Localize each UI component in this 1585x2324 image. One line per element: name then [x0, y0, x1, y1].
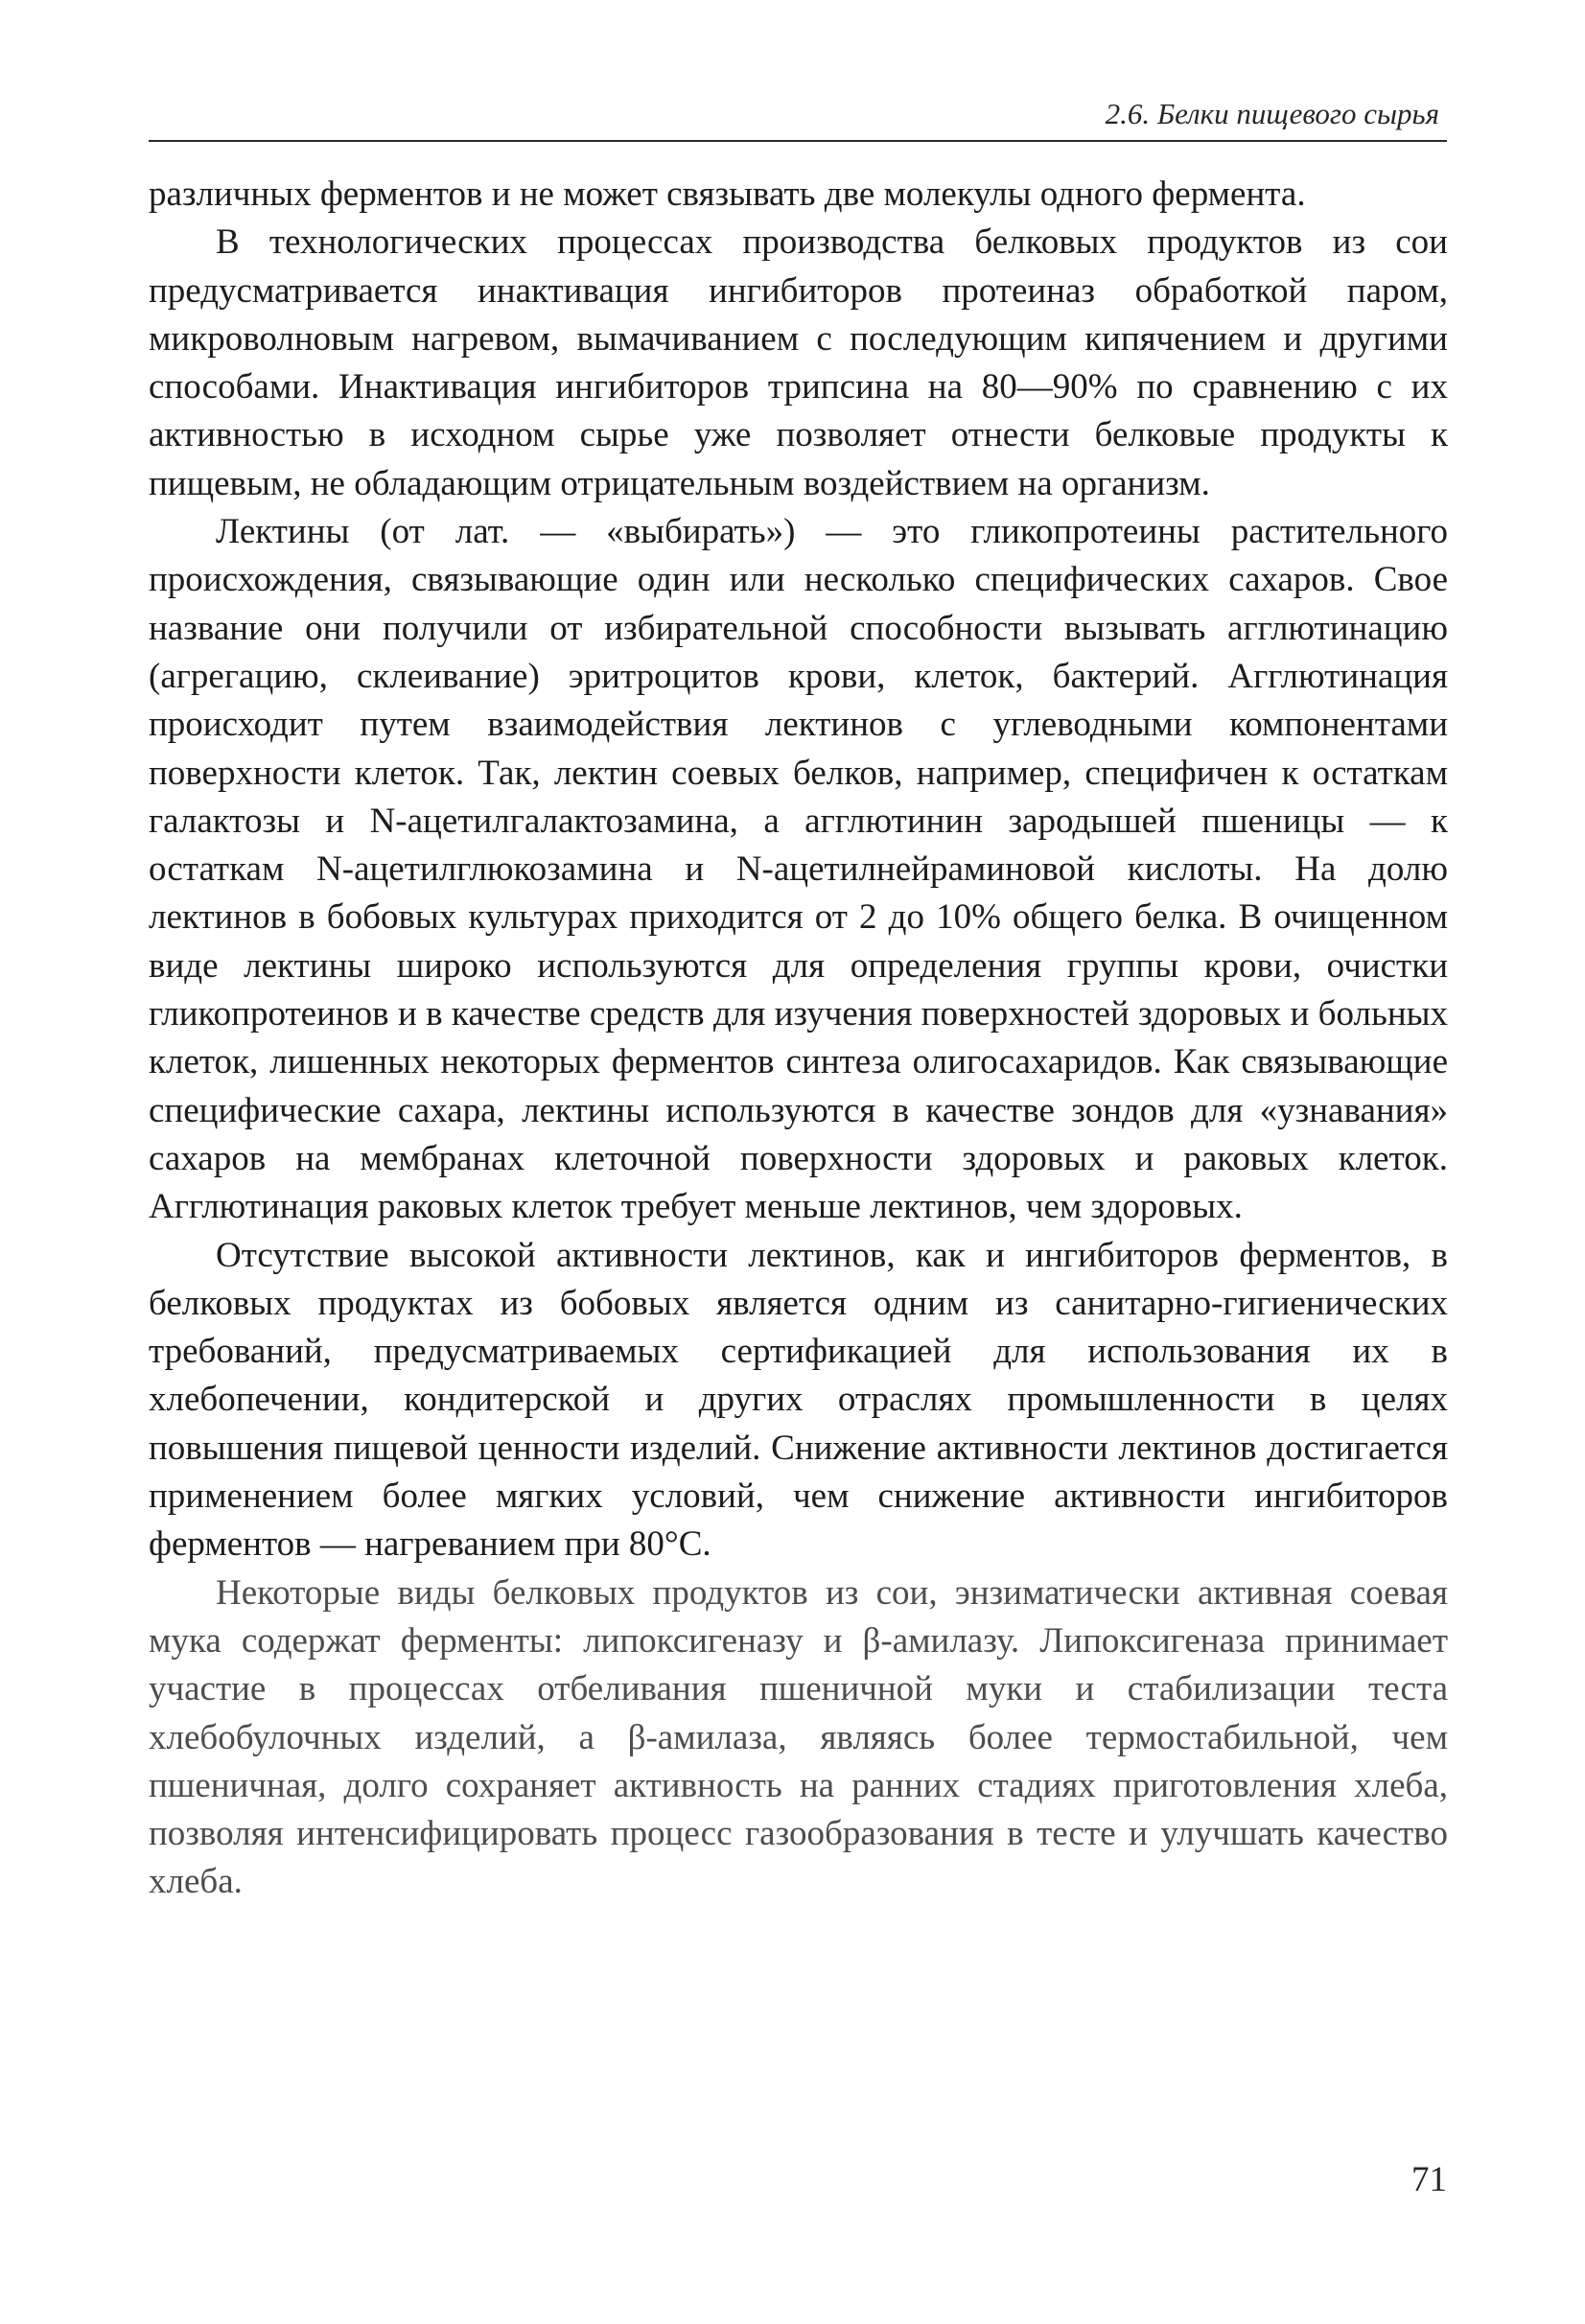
paragraph-enzymes: Некоторые виды белковых продуктов из сои, энзиматически активная соевая мука содержат ферменты: липоксигеназу и β-амилазу. Липоксигеназа принимает участие в процессах отбеливания пшеничной муки и стабилизации теста хлебобулочных изделий, а β-амилаза, являясь более термостабильной, чем пшеничная, долго сохраняет активность на ранних стадиях приготовления хлеба, позволяя интенсифицировать процесс газообразования в тесте и улучшать качество хлеба. — [149, 1572, 1448, 1902]
paragraph-continuation: различных ферментов и не может связывать две молекулы одного фермента. — [149, 174, 1306, 214]
running-head-title: 2.6. Белки пищевого сырья — [1105, 97, 1439, 130]
paragraph-inactivation: В технологических процессах производства белковых продуктов из сои предусматривается инактивация ингибиторов протеиназ обработкой паром, микроволновым нагревом, вымачиванием с последующим кипячением и другими способами. Инактивация ингибиторов трипсина на 80—90% по сравнению с их активностью в исходном сырье уже позволяет отнести белковые продукты к пищевым, не обладающим отрицательным воздействием на организм. — [149, 222, 1448, 503]
running-head — [149, 94, 1447, 142]
body-text — [149, 171, 1448, 1907]
paragraph-lectins: Лектины (от лат. — «выбирать») — это гликопротеины растительного происхождения, связывающие один или несколько специфических сахаров. Свое название они получили от избирательной способности вызывать агглютинацию (агрегацию, склеивание) эритроцитов крови, клеток, бактерий. Агглютинация происходит путем взаимодействия лектинов с углеводными компонентами поверхности клеток. Так, лектин соевых белков, например, специфичен к остаткам галактозы и N-ацетилгалактозамина, а агглютинин зародышей пшеницы — к остаткам N-ацетилглюкозамина и N-ацетилнейраминовой кислоты. На долю лектинов в бобовых культурах приходится от 2 до 10% общего белка. В очищенном виде лектины широко используются для определения группы крови, очистки гликопротеинов и в качестве средств для изучения поверхностей здоровых и больных клеток, лишенных некоторых ферментов синтеза олигосахаридов. Как связывающие специфические сахара, лектины используются в качестве зондов для «узнавания» сахаров на мембранах клеточной поверхности здоровых и раковых клеток. Агглютинация раковых клеток требует меньше лектинов, чем здоровых. — [149, 512, 1448, 1227]
page-number: 71 — [1411, 2160, 1447, 2199]
paragraph-lectin-requirements: Отсутствие высокой активности лектинов, как и ингибиторов ферментов, в белковых продуктах из бобовых является одним из санитарно-гигиенических требований, предусматриваемых сертификацией для использования их в хлебопечении, кондитерской и других отраслях промышленности в целях повышения пищевой ценности изделий. Снижение активности лектинов достигается применением более мягких условий, чем снижение активности ингибиторов ферментов — нагреванием при 80°С. — [149, 1235, 1448, 1565]
